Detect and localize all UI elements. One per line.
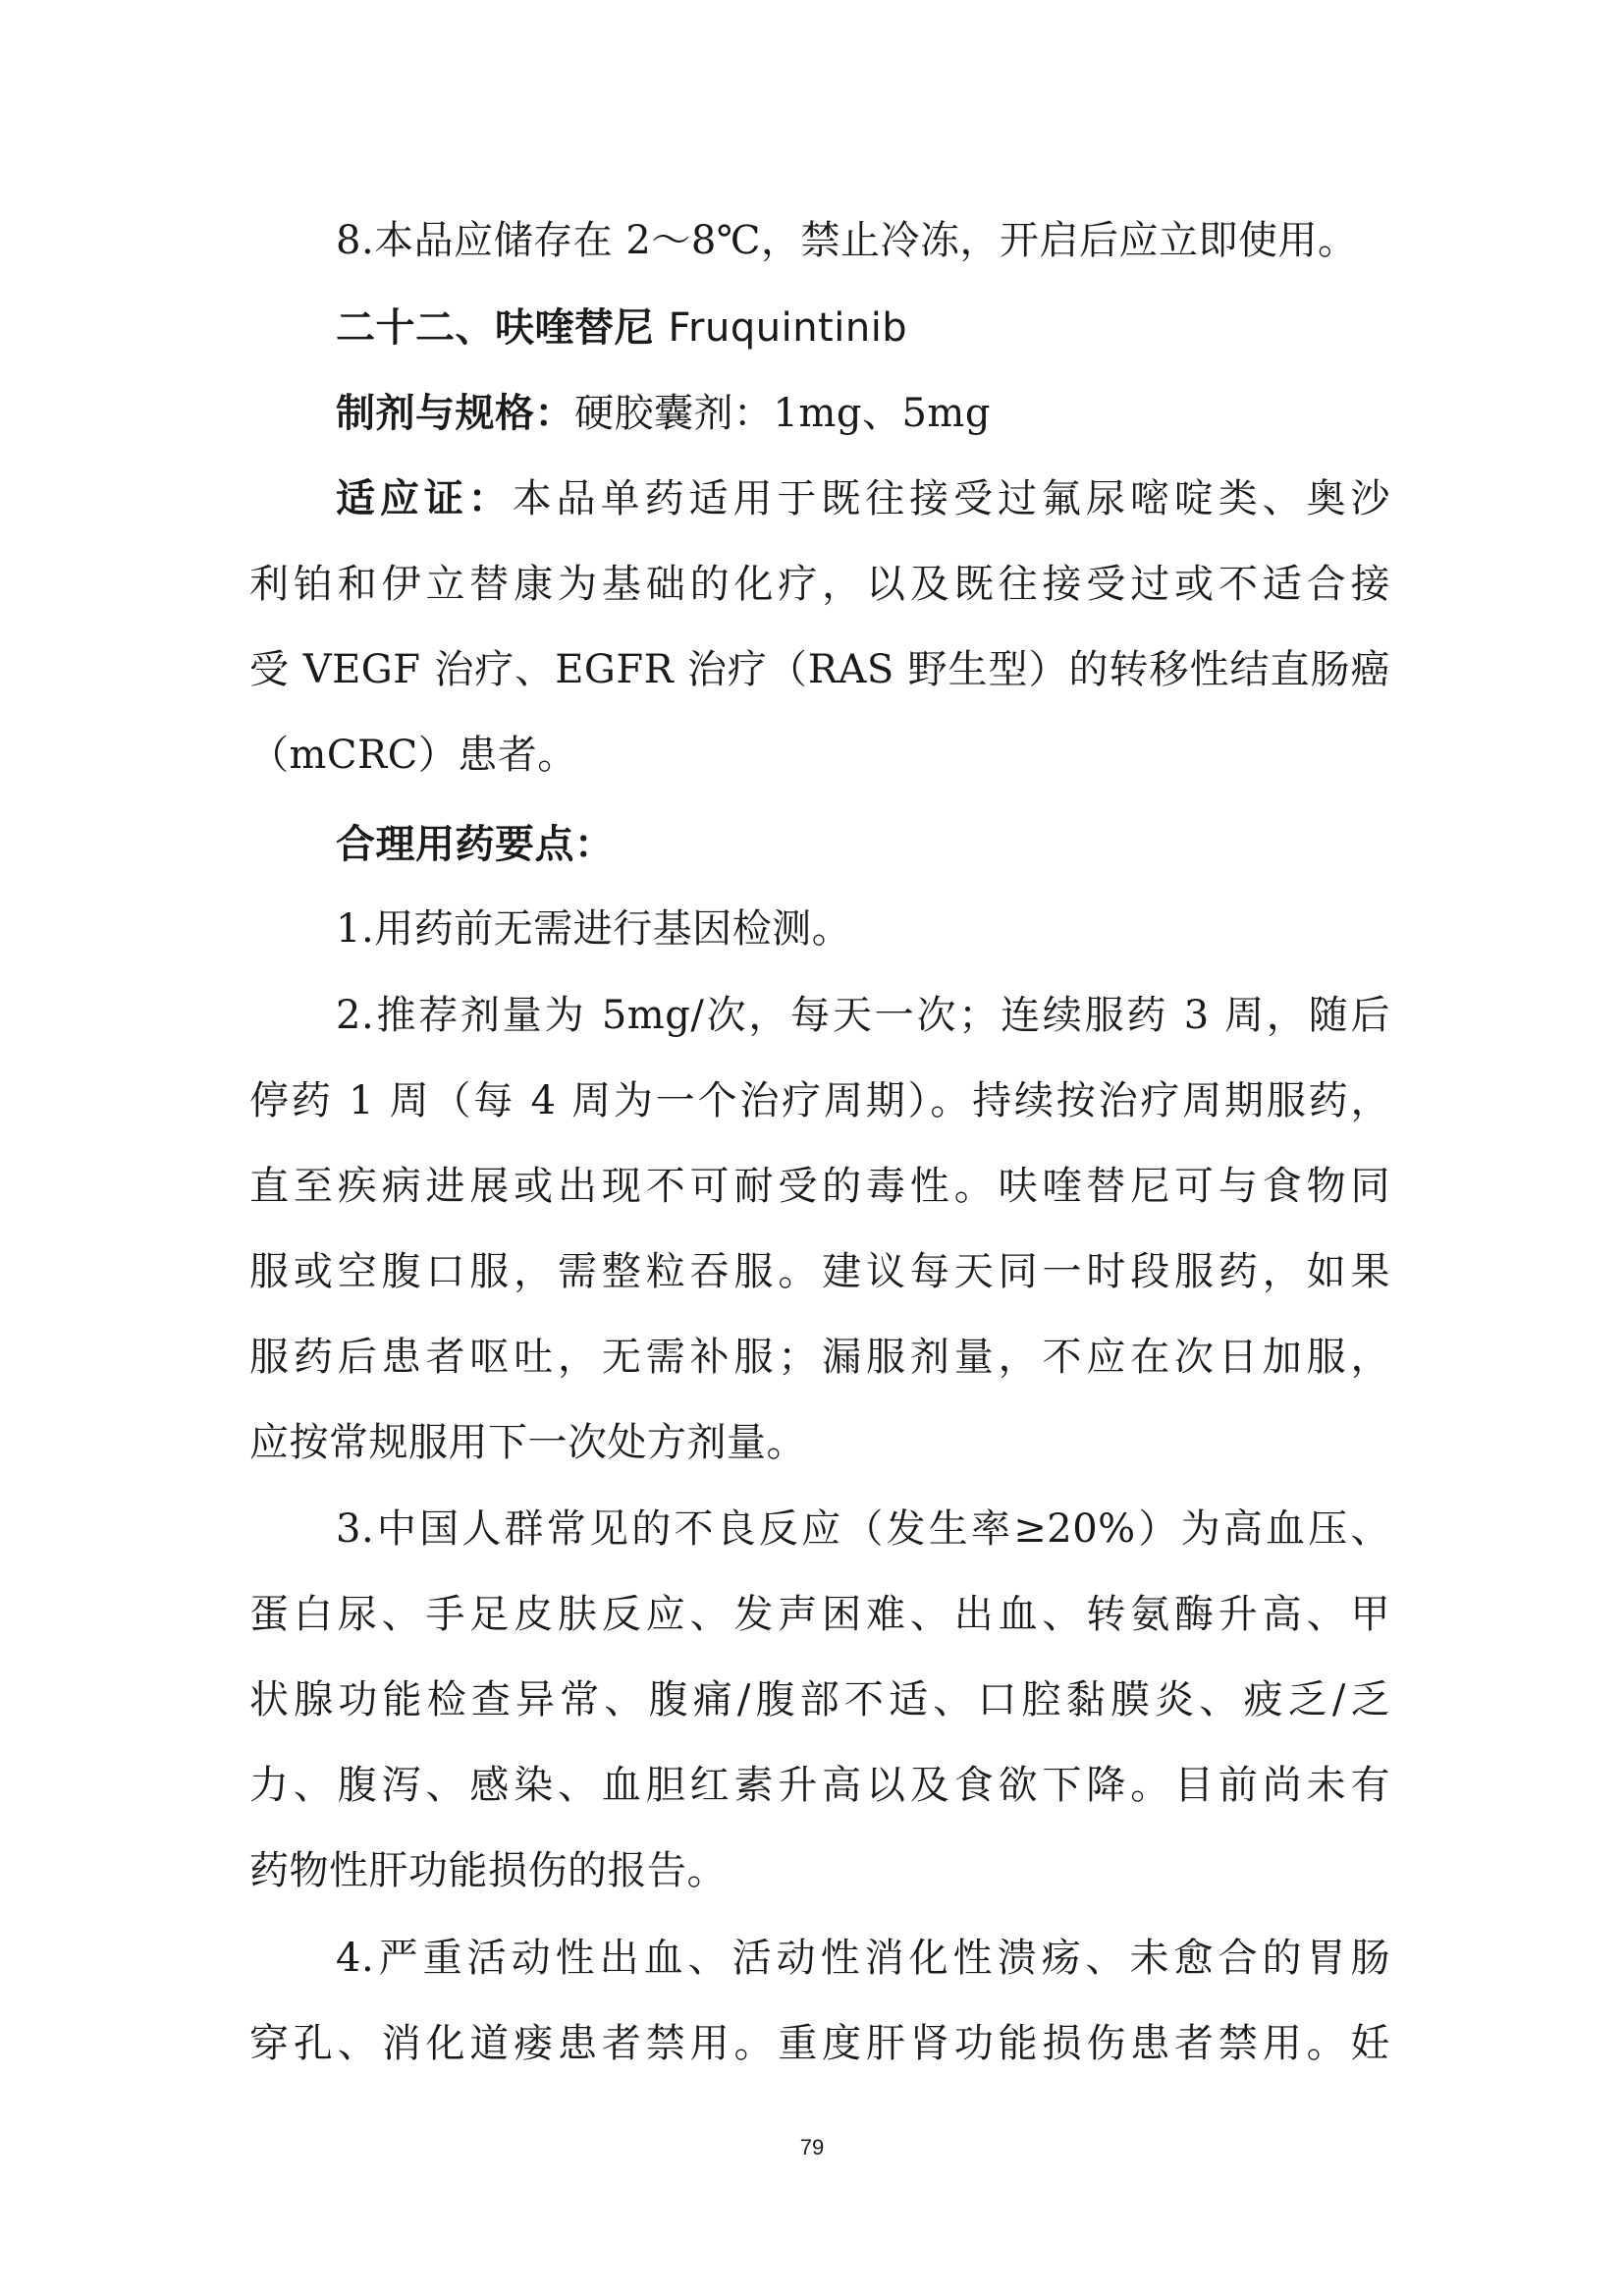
indication-line	[336, 456, 1390, 542]
drug-heading-english-name: Fruquintinib	[668, 305, 908, 351]
page-number: 79	[799, 2135, 825, 2159]
key-point-line: 4.严重活动性出血、活动性消化性溃疡、未愈合的胃肠	[336, 1936, 1390, 1981]
indication-line: 利铂和伊立替康为基础的化疗，以及既往接受过或不适合接	[249, 562, 1390, 607]
key-point-line: 药物性肝功能损伤的报告。	[249, 1848, 727, 1893]
key-point-line: 2.推荐剂量为 5mg/次，每天一次；连续服药 3 周，随后	[336, 993, 1390, 1038]
indication-line: 受 VEGF 治疗、EGFR 治疗（RAS 野生型）的转移性结直肠癌	[249, 647, 1390, 692]
drug-heading	[336, 285, 1390, 371]
key-point-line: 3.中国人群常见的不良反应（发生率≥20%）为高血压、	[336, 1506, 1390, 1552]
key-point-line: 1.用药前无需进行基因检测。	[336, 906, 852, 952]
formulation-text: 硬胶囊剂：1mg、5mg	[574, 391, 991, 436]
formulation-label: 制剂与规格：	[336, 391, 574, 436]
key-point-line: 停药 1 周（每 4 周为一个治疗周期）。持续按治疗周期服药，	[249, 1078, 1390, 1123]
key-point-line: 穿孔、消化道瘘患者禁用。重度肝肾功能损伤患者禁用。妊	[249, 2021, 1390, 2066]
key-points-label: 合理用药要点：	[336, 822, 615, 867]
key-point-line: 服或空腹口服，需整粒吞服。建议每天同一时段服药，如果	[249, 1249, 1390, 1294]
key-point-line: 力、腹泻、感染、血胆红素升高以及食欲下降。目前尚未有	[249, 1763, 1390, 1808]
indication-text: 本品单药适用于既往接受过氟尿嘧啶类、奥沙	[512, 476, 1391, 521]
indication-line: （mCRC）患者。	[249, 733, 577, 778]
drug-heading-number: 二十二、呋喹替尼	[336, 305, 654, 351]
key-point-line: 直至疾病进展或出现不可耐受的毒性。呋喹替尼可与食物同	[249, 1164, 1390, 1209]
indication-label: 适应证：	[336, 476, 513, 521]
storage-note: 8.本品应储存在 2～8℃，禁止冷冻，开启后应立即使用。	[336, 218, 1358, 263]
key-point-line: 服药后患者呕吐，无需补服；漏服剂量，不应在次日加服，	[249, 1335, 1390, 1380]
formulation-line	[336, 370, 1390, 457]
key-point-line: 状腺功能检查异常、腹痛/腹部不适、口腔黏膜炎、疲乏/乏	[249, 1677, 1390, 1722]
key-point-line: 蛋白尿、手足皮肤反应、发声困难、出血、转氨酶升高、甲	[249, 1592, 1390, 1637]
key-point-line: 应按常规服用下一次处方剂量。	[249, 1420, 806, 1465]
